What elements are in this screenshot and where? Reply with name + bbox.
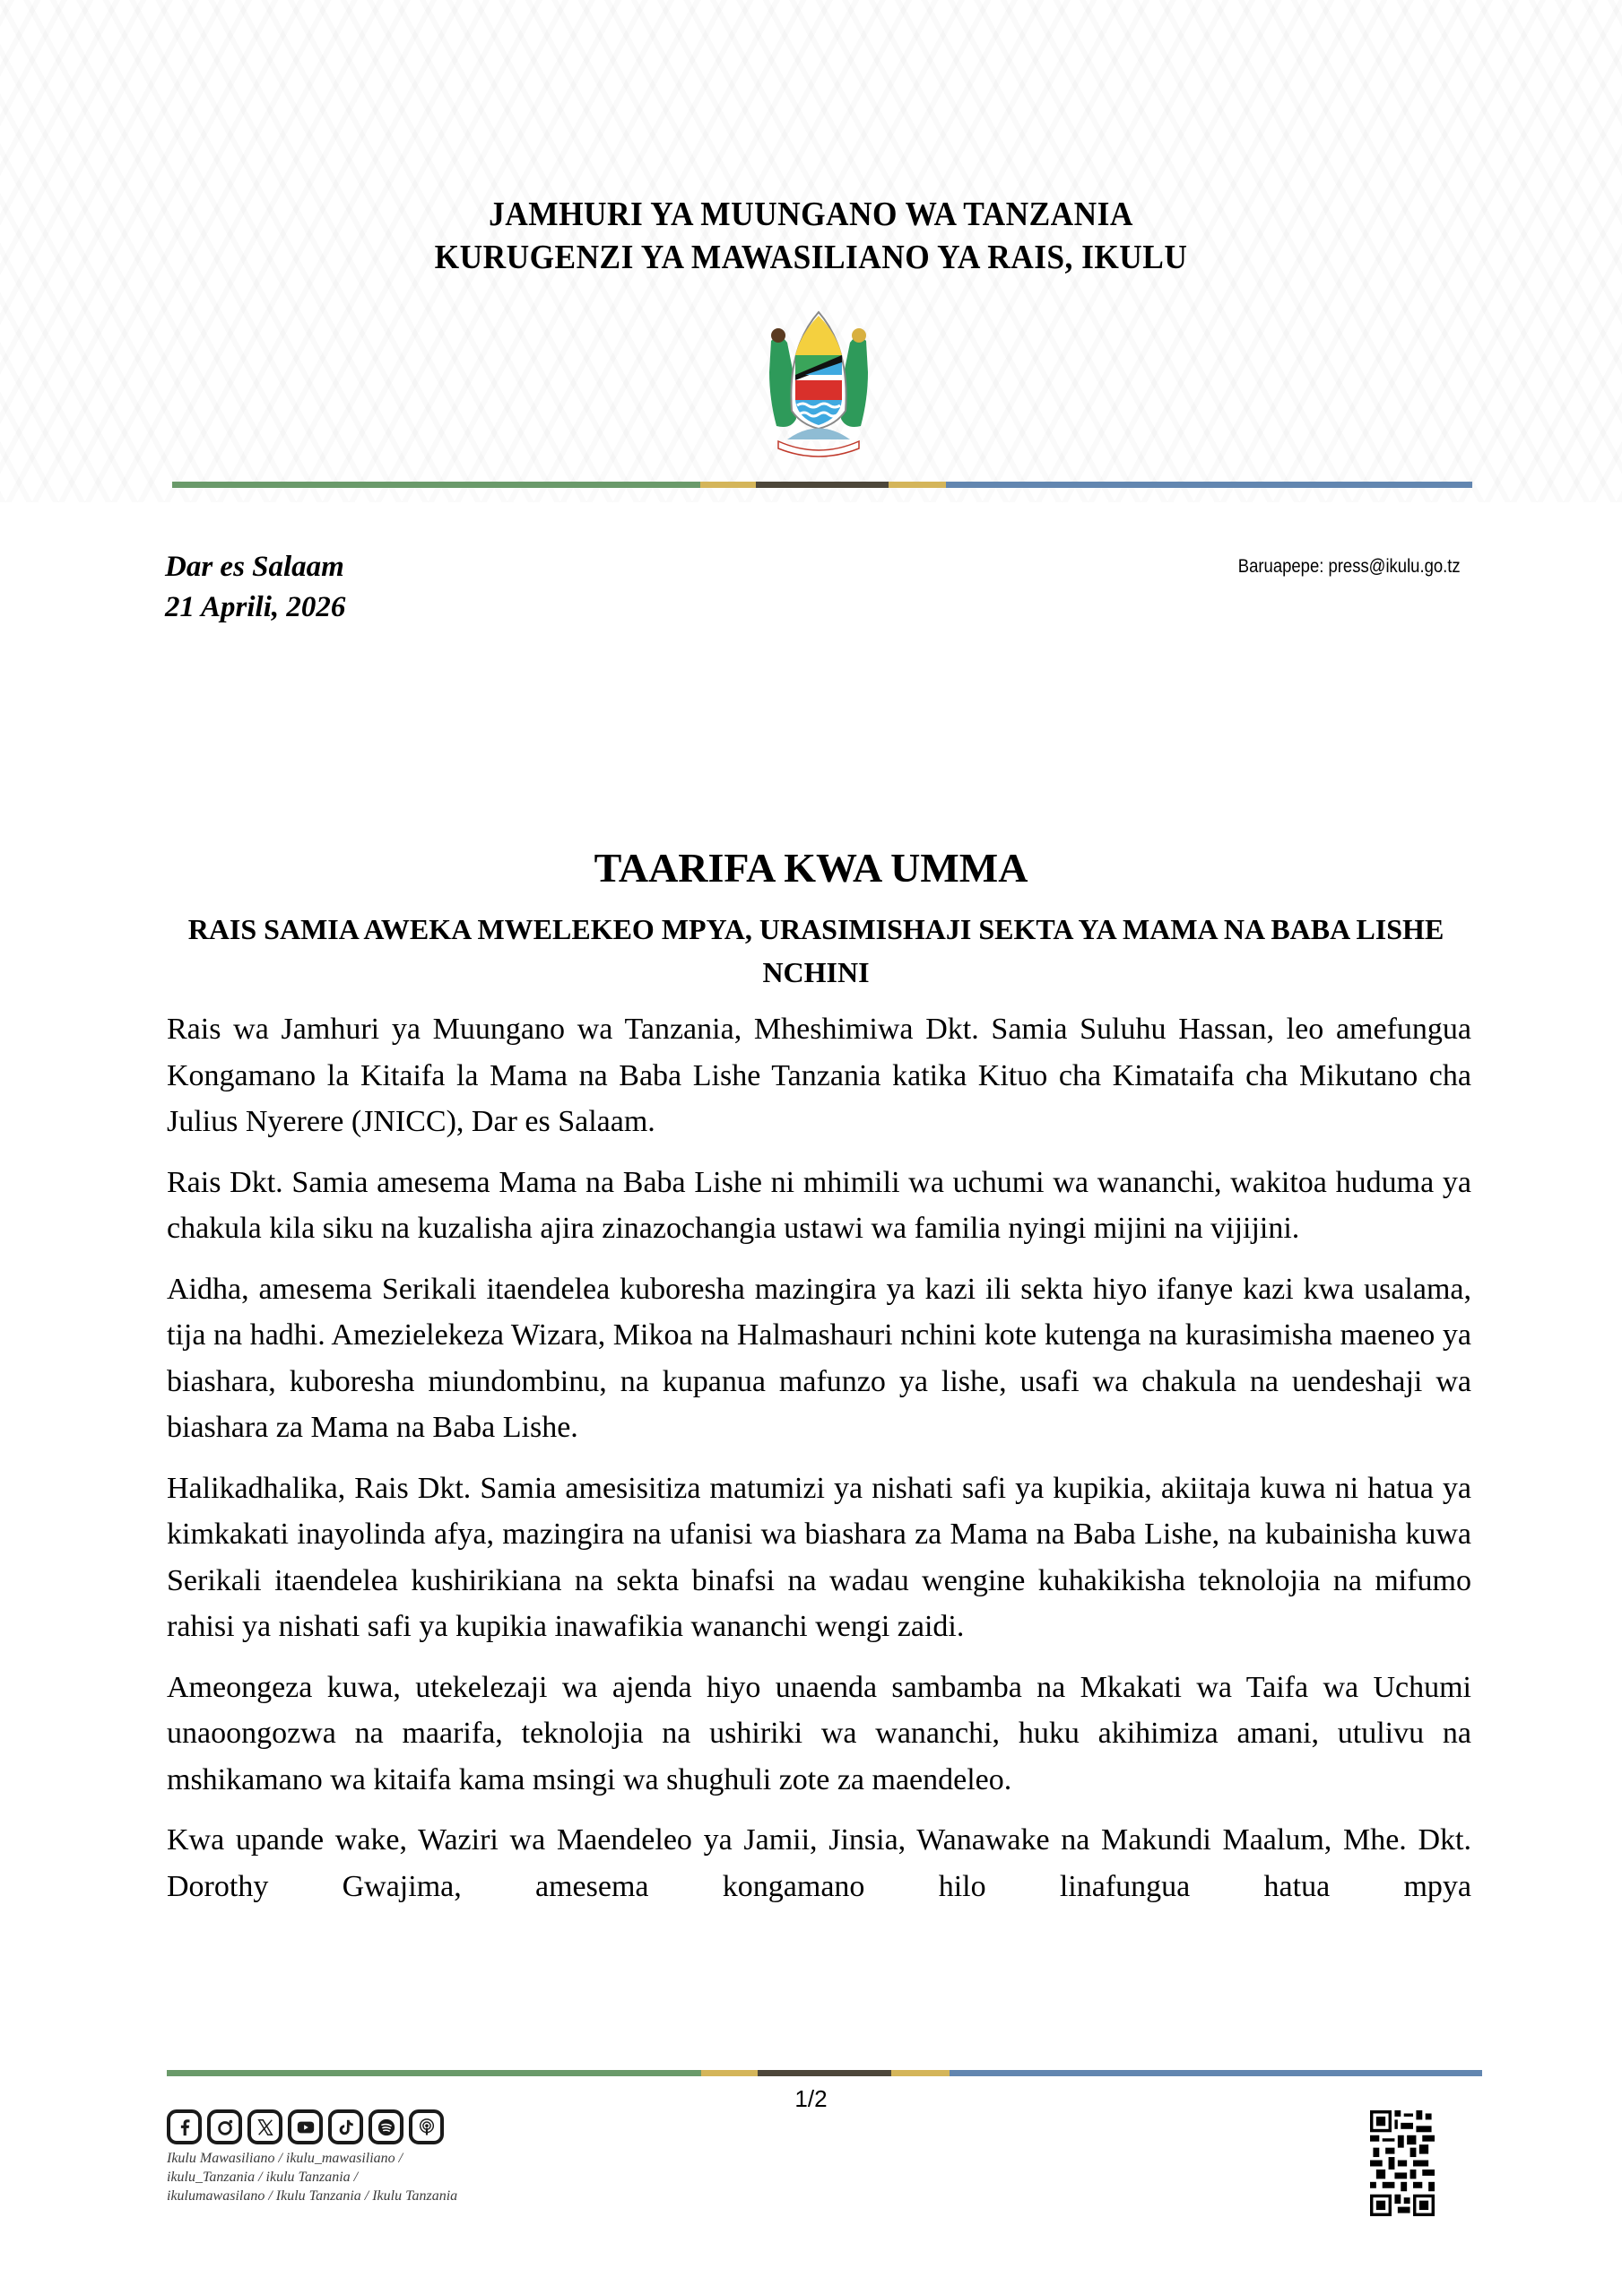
paragraph: Halikadhalika, Rais Dkt. Samia amesisitiza matumizi ya nishati safi ya kupikia, akiitaja kuwa ni hatua ya kimkakati inayolinda afya, mazingira na ufanisi wa biashara za Mama na Baba Lishe, na kubainisha kuwa Serikali itaendelea kushirikiana na sekta binafsi na wadau wengine kuhakikisha teknolojia na mifumo rahisi ya nishati safi ya kupikia inawafikia wananchi wengi zaidi. [167, 1471, 1471, 1643]
tiktok-icon[interactable] [328, 2109, 363, 2144]
footer-color-bar [167, 2070, 1482, 2076]
paragraph: Rais wa Jamhuri ya Muungano wa Tanzania, Mheshimiwa Dkt. Samia Suluhu Hassan, leo amefungua Kongamano la Kitaifa la Mama na Baba Lishe Tanzania katika Kituo cha Kimataifa cha Mikutano cha Julius Nyerere (JNICC), Dar es Salaam. [167, 1013, 1471, 1138]
color-bar-gold [701, 2070, 758, 2076]
document-title: TAARIFA KWA UMMA [594, 845, 1028, 891]
handle-line: ikulumawasilano / Ikulu Tanzania / Ikulu Tanzania [167, 2188, 458, 2204]
place-date-block [165, 547, 345, 628]
paragraph: Rais Dkt. Samia amesema Mama na Baba Lishe ni mhimili wa uchumi wa wananchi, wakitoa huduma ya chakula kila siku na kuzalisha ajira zinazochangia ustawi wa familia nyingi mijini na vijijini. [167, 1165, 1471, 1245]
email-contact[interactable]: Baruapepe: press@ikulu.go.tz [1238, 556, 1461, 577]
handle-line: Ikulu Mawasiliano / ikulu_mawasiliano / [167, 2151, 403, 2166]
qr-code-icon[interactable] [1370, 2110, 1435, 2216]
paragraph: Ameongeza kuwa, utekelezaji wa ajenda hiyo unaenda sambamba na Mkakati wa Taifa wa Uchumi unaoongozwa na maarifa, teknolojia na ushiriki wa wananchi, huku akihimiza amani, utulivu na mshikamano wa kitaifa kama msingi wa shughuli zote za maendeleo. [167, 1670, 1471, 1796]
coat-of-arms-icon [751, 305, 886, 457]
handle-line: ikulu_Tanzania / ikulu Tanzania / [167, 2170, 359, 2185]
podcast-icon[interactable] [409, 2109, 444, 2144]
youtube-icon[interactable] [288, 2109, 323, 2144]
color-bar-green [167, 2070, 701, 2076]
document-body [167, 1006, 1471, 1924]
org-title-line1: JAMHURI YA MUUNGANO WA TANZANIA [489, 196, 1133, 233]
color-bar-dark [758, 2070, 892, 2076]
place: Dar es Salaam [165, 551, 344, 583]
color-bar-gold [891, 2070, 950, 2076]
color-bar-dark [756, 482, 889, 488]
document-subtitle: RAIS SAMIA AWEKA MWELEKEO MPYA, URASIMISHAJI SEKTA YA MAMA NA BABA LISHE NCHINI [187, 913, 1444, 988]
x-icon[interactable] [247, 2109, 282, 2144]
spotify-icon[interactable] [369, 2109, 403, 2144]
instagram-icon[interactable] [207, 2109, 242, 2144]
paragraph: Kwa upande wake, Waziri wa Maendeleo ya Jamii, Jinsia, Wanawake na Makundi Maalum, Mhe. Dkt. Dorothy Gwajima, amesema kongamano hilo linafungua hatua mpya [167, 1823, 1471, 1903]
color-bar-gold [889, 482, 946, 488]
org-title-line2: KURUGENZI YA MAWASILIANO YA RAIS, IKULU [434, 239, 1188, 276]
facebook-icon[interactable] [167, 2109, 202, 2144]
paragraph: Aidha, amesema Serikali itaendelea kuboresha mazingira ya kazi ili sekta hiyo ifanye kazi kwa usalama, tija na hadhi. Amezielekeza Wizara, Mikoa na Halmashauri nchini kote kutenga na kurasimisha maeneo ya biashara, kuboresha miundombinu, na kupanua mafunzo ya lishe, usafi wa chakula na uendeshaji wa biashara za Mama na Baba Lishe. [167, 1272, 1471, 1444]
color-bar-blue [950, 2070, 1482, 2076]
color-bar-blue [946, 482, 1472, 488]
header-color-bar [172, 482, 1472, 488]
color-bar-green [172, 482, 700, 488]
page-number: 1/2 [794, 2085, 828, 2112]
color-bar-gold [700, 482, 756, 488]
social-icons [167, 2109, 444, 2144]
social-handles [167, 2149, 543, 2205]
date: 21 Aprili, 2026 [165, 591, 346, 623]
